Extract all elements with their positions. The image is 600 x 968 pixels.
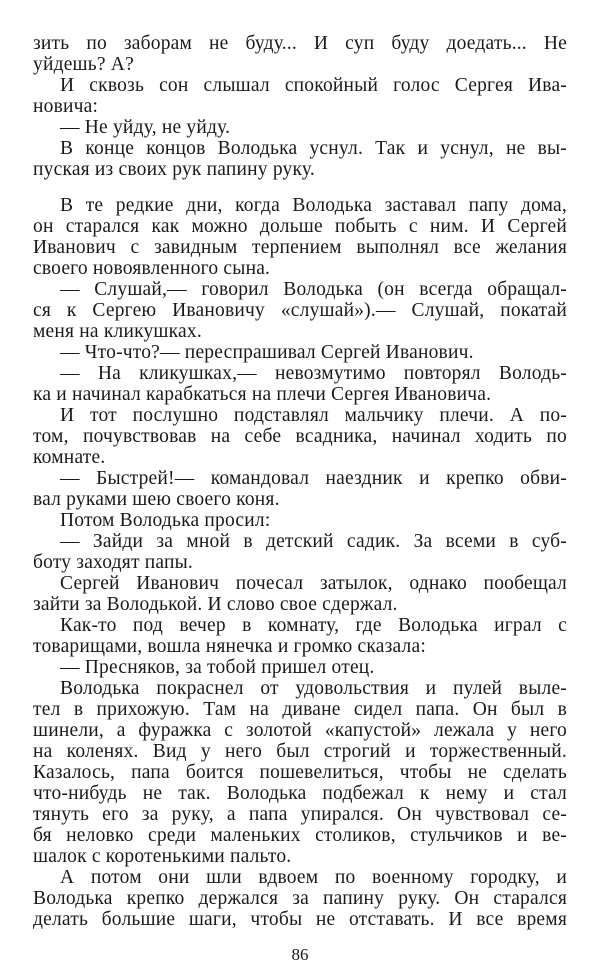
text-line: — Зайди за мной в детский садик. За всеми в суб- — [60, 531, 567, 552]
paragraph — [33, 75, 567, 117]
text-line: А потом они шли вдвоем по военному городку, и — [60, 867, 567, 888]
paragraph — [33, 33, 567, 75]
text-line: пуская из своих рук папину руку. — [33, 159, 315, 180]
text-line: зайти за Володькой. И слово свое сдержал. — [33, 594, 398, 615]
paragraph — [33, 867, 567, 930]
paragraph — [33, 678, 567, 867]
text-line: на коленях. Вид у него был строгий и торжественный. — [33, 741, 567, 762]
paragraph — [33, 615, 567, 657]
paragraph — [33, 531, 567, 573]
text-line: — Пресняков, за тобой пришел отец. — [60, 657, 375, 678]
text-line: новича: — [33, 96, 99, 117]
paragraph — [33, 342, 567, 363]
text-line: Володька крепко держался за папину руку. Он старался — [33, 888, 567, 909]
text-line: И тот послушно подставлял мальчику плечи. А по- — [60, 405, 567, 426]
text-line: — Быстрей!— командовал наездник и крепко обви- — [60, 468, 567, 489]
text-line: делать большие шаги, чтобы не отставать. И все время — [33, 909, 567, 930]
paragraph — [33, 510, 567, 531]
text-line: ка и начинал карабкаться на плечи Сергея Ивановича. — [33, 384, 492, 405]
paragraph — [33, 573, 567, 615]
text-line: боту заходят папы. — [33, 552, 193, 573]
text-line: — Что-что?— переспрашивал Сергей Иванович. — [60, 342, 474, 363]
paragraph — [33, 195, 567, 279]
text-line: В конце концов Володька уснул. Так и уснул, не вы- — [60, 138, 567, 159]
text-line: Иванович с завидным терпением выполнял все желания — [33, 237, 567, 258]
text-line: — Слушай,— говорил Володька (он всегда обращал- — [60, 279, 567, 300]
paragraph — [33, 363, 567, 405]
text-line: Володька покраснел от удовольствия и пулей выле- — [60, 678, 567, 699]
text-line: товарищами, вошла нянечка и громко сказала: — [33, 636, 426, 657]
text-line: Сергей Иванович почесал затылок, однако пообещал — [60, 573, 567, 594]
text-line: — На кликушках,— невозмутимо повторял Володь- — [60, 363, 567, 384]
paragraph — [33, 117, 567, 138]
text-line: что-нибудь не так. Володька подбежал к нему и стал — [33, 783, 567, 804]
text-line: И сквозь сон слышал спокойный голос Сергея Ива- — [60, 75, 567, 96]
paragraph — [33, 657, 567, 678]
text-line: В те редкие дни, когда Володька заставал папу дома, — [60, 195, 567, 216]
text-line: ся к Сергею Ивановичу «слушай»).— Слушай, покатай — [33, 300, 567, 321]
text-line: комнате. — [33, 447, 106, 468]
text-line: своего новоявленного сына. — [33, 258, 271, 279]
text-line: — Не уйду, не уйду. — [60, 117, 231, 138]
paragraph — [33, 468, 567, 510]
text-line: тянуть его за руку, а папа упирался. Он чувствовал се- — [33, 804, 567, 825]
text-line: Потом Володька просил: — [60, 510, 271, 531]
text-line: шалок с коротенькими пальто. — [33, 846, 292, 867]
text-line: тел в прихожую. Там на диване сидел папа. Он был в — [33, 699, 567, 720]
text-line: уйдешь? А? — [33, 54, 134, 75]
page-number: 86 — [291, 945, 309, 964]
paragraph — [33, 279, 567, 342]
text-line: он старался как можно дольше побыть с ним. И Сергей — [33, 216, 567, 237]
book-page-text — [33, 33, 567, 930]
text-line: шинели, а фуражка с золотой «капустой» лежала у него — [33, 720, 567, 741]
text-line: бя неловко среди маленьких столиков, стульчиков и ве- — [33, 825, 567, 846]
text-line: вал руками шею своего коня. — [33, 489, 280, 510]
text-line: меня на кликушках. — [33, 321, 202, 342]
text-line: Казалось, папа боится пошевелиться, чтобы не сделать — [33, 762, 567, 783]
text-line: Как-то под вечер в комнату, где Володька играл с — [60, 615, 567, 636]
text-line: зить по заборам не буду... И суп буду доедать... Не — [33, 33, 567, 54]
paragraph — [33, 138, 567, 180]
text-line: том, почувствовав на себе всадника, начинал ходить по — [33, 426, 567, 447]
paragraph — [33, 405, 567, 468]
